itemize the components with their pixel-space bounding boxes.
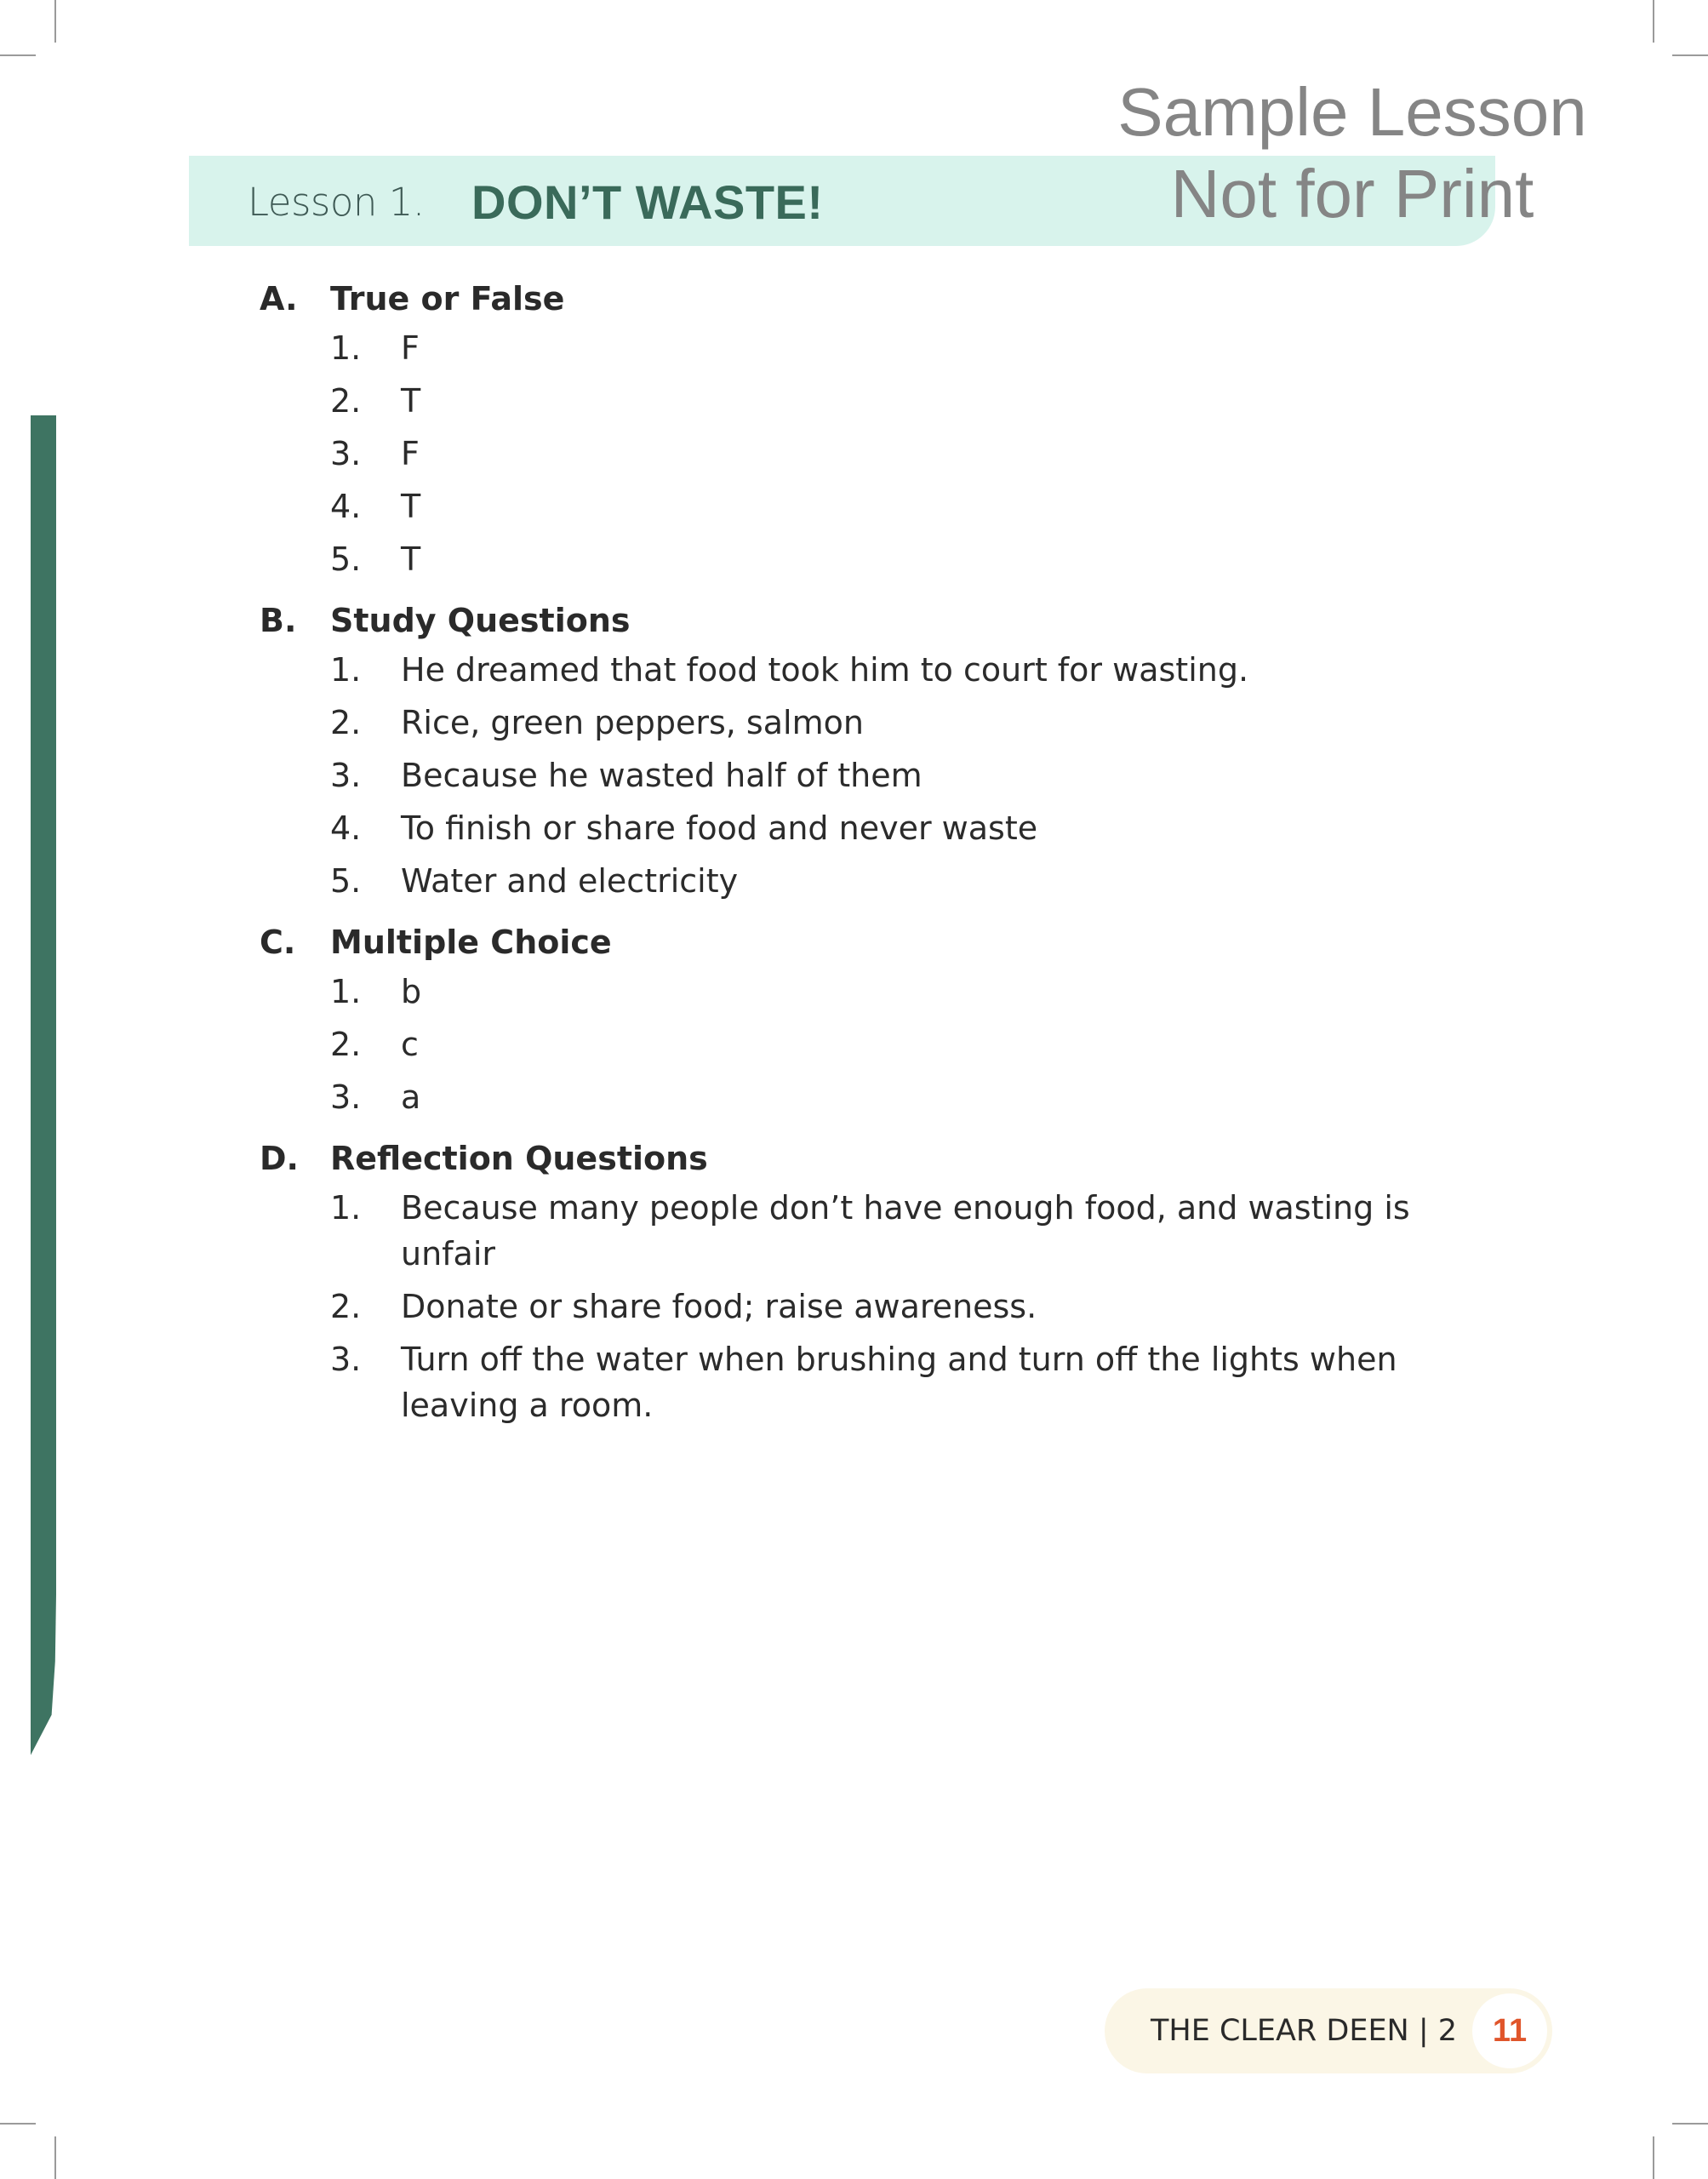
answer-item <box>330 858 1519 904</box>
section-heading <box>260 1132 1519 1185</box>
section-title: Study Questions <box>330 602 631 639</box>
watermark-line-2: Not for Print <box>1170 156 1534 232</box>
answer-text: He dreamed that food took him to court for wasting. <box>401 651 1249 689</box>
answer-text: Turn off the water when brushing and turn off the lights when leaving a room. <box>401 1341 1397 1424</box>
section-title: Reflection Questions <box>330 1140 708 1177</box>
answer-number: 1. <box>330 329 362 367</box>
answer-number: 2. <box>330 1288 362 1325</box>
answer-number: 1. <box>330 651 362 689</box>
section-study-questions <box>260 594 1519 904</box>
answer-text: b <box>401 973 422 1010</box>
page-number: 11 <box>1472 1993 1547 2068</box>
answer-number: 1. <box>330 1189 362 1227</box>
section-multiple-choice <box>260 916 1519 1120</box>
answer-number: 1. <box>330 973 362 1010</box>
crop-mark-bottom-left-vertical <box>54 2136 56 2179</box>
lesson-title: DON’T WASTE! <box>471 175 824 229</box>
answer-list <box>330 969 1519 1120</box>
watermark-line-1: Sample Lesson <box>1117 74 1587 150</box>
answer-text: Because many people don’t have enough food, and wasting is unfair <box>401 1189 1410 1273</box>
answer-number: 5. <box>330 540 362 578</box>
answer-item <box>330 1021 1519 1067</box>
answer-item <box>330 647 1519 693</box>
answer-text: T <box>401 540 421 578</box>
answer-text: Rice, green peppers, salmon <box>401 704 864 741</box>
answer-number: 2. <box>330 382 362 420</box>
lesson-number-label: Lesson 1. <box>248 180 425 225</box>
section-title: Multiple Choice <box>330 924 612 961</box>
answer-item <box>330 325 1519 371</box>
answer-text: To finish or share food and never waste <box>401 809 1038 847</box>
answer-number: 3. <box>330 757 362 794</box>
answer-item <box>330 1185 1519 1277</box>
answer-item <box>330 805 1519 851</box>
section-letter: A. <box>260 280 298 317</box>
answer-item <box>330 752 1519 798</box>
section-letter: D. <box>260 1140 299 1177</box>
crop-mark-top-left-horizontal <box>0 54 36 56</box>
answer-number: 4. <box>330 488 362 525</box>
crop-mark-top-right-horizontal <box>1672 54 1708 56</box>
answer-text: Donate or share food; raise awareness. <box>401 1288 1037 1325</box>
answer-item <box>330 536 1519 582</box>
section-true-or-false <box>260 272 1519 582</box>
answer-item <box>330 1336 1519 1428</box>
section-heading <box>260 916 1519 969</box>
section-reflection-questions <box>260 1132 1519 1428</box>
answer-list <box>330 325 1519 582</box>
section-letter: C. <box>260 924 296 961</box>
section-letter: B. <box>260 602 297 639</box>
answer-number: 3. <box>330 1078 362 1116</box>
answer-number: 4. <box>330 809 362 847</box>
crop-mark-top-left-vertical <box>54 0 56 43</box>
crop-mark-bottom-right-vertical <box>1653 2136 1654 2179</box>
answer-text: Because he wasted half of them <box>401 757 923 794</box>
page-footer <box>1105 1988 1552 2073</box>
answer-item <box>330 431 1519 477</box>
section-heading <box>260 272 1519 325</box>
side-decoration-bar <box>31 415 56 1755</box>
answer-number: 2. <box>330 1026 362 1063</box>
answer-item <box>330 969 1519 1015</box>
section-heading <box>260 594 1519 647</box>
section-title: True or False <box>330 280 565 317</box>
answer-item <box>330 483 1519 529</box>
crop-mark-bottom-left-horizontal <box>0 2123 36 2125</box>
crop-mark-top-right-vertical <box>1653 0 1654 43</box>
answer-item <box>330 1284 1519 1330</box>
answer-number: 3. <box>330 1341 362 1378</box>
answer-text: T <box>401 488 421 525</box>
answer-number: 5. <box>330 862 362 900</box>
answer-item <box>330 700 1519 746</box>
answer-text: F <box>401 329 420 367</box>
answer-key <box>260 272 1519 1440</box>
answer-text: c <box>401 1026 419 1063</box>
answer-item <box>330 1074 1519 1120</box>
book-label: THE CLEAR DEEN | 2 <box>1151 2014 1458 2048</box>
crop-mark-bottom-right-horizontal <box>1672 2123 1708 2125</box>
answer-text: a <box>401 1078 421 1116</box>
answer-text: F <box>401 435 420 472</box>
answer-list <box>330 647 1519 904</box>
sample-watermark <box>1054 71 1650 235</box>
answer-item <box>330 378 1519 424</box>
answer-number: 2. <box>330 704 362 741</box>
answer-text: T <box>401 382 421 420</box>
answer-number: 3. <box>330 435 362 472</box>
answer-list <box>330 1185 1519 1428</box>
answer-text: Water and electricity <box>401 862 739 900</box>
